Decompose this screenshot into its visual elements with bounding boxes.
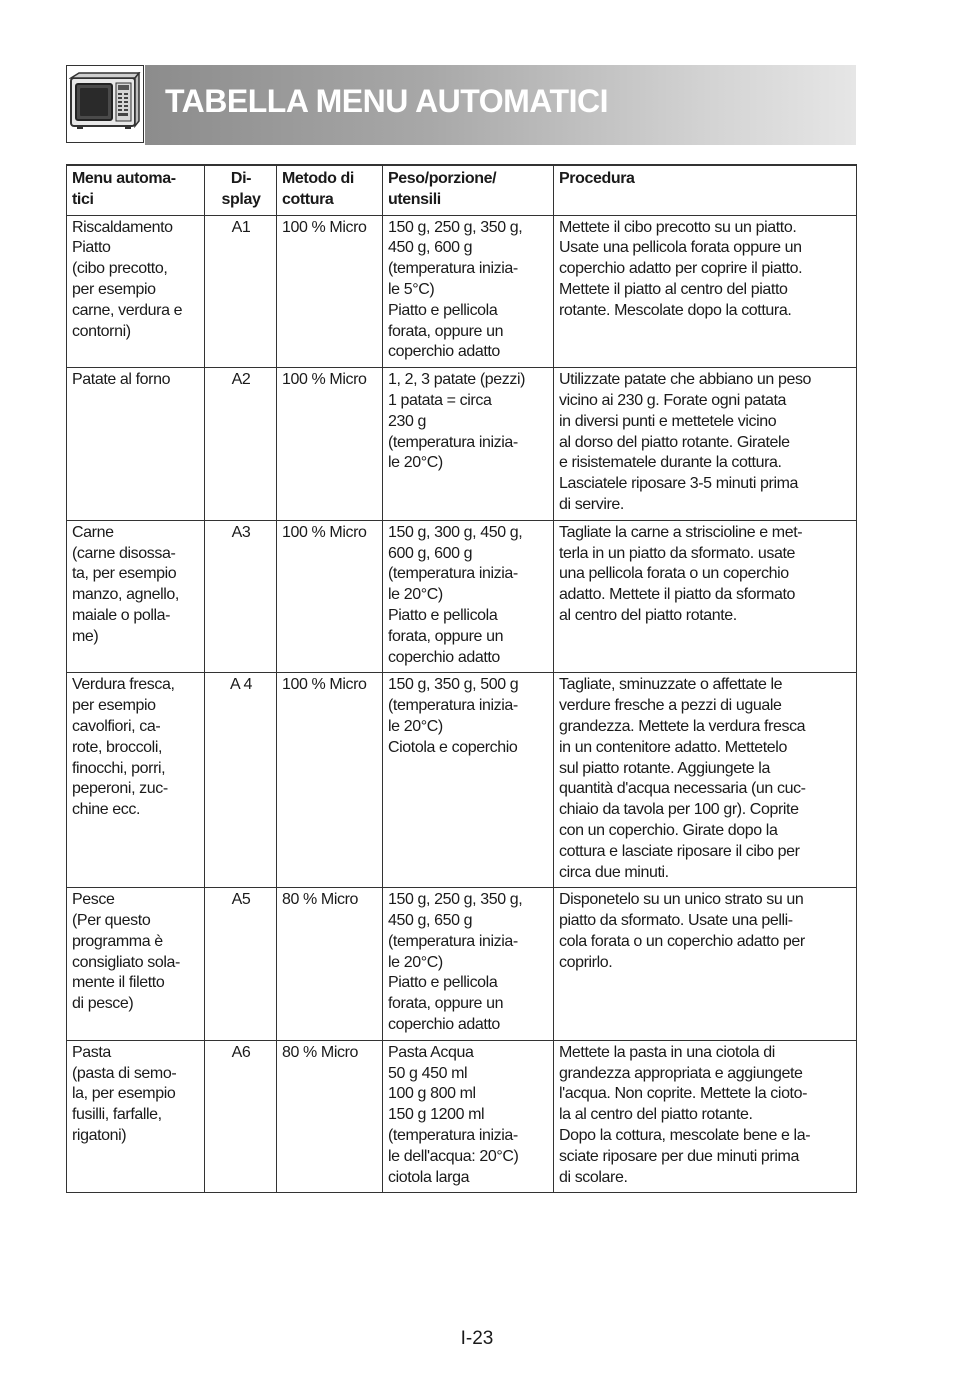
title-banner (145, 65, 856, 145)
cell-display: A3 (205, 520, 277, 673)
automatic-menu-table (66, 164, 857, 1193)
column-header-menu: Menu automa- tici (67, 165, 205, 215)
cell-weight: 150 g, 250 g, 350 g, 450 g, 600 g (temperatura inizia- le 5°C) Piatto e pellicola forata, oppure un coperchio adatto (383, 215, 554, 368)
cell-menu: Carne (carne disossa- ta, per esempio manzo, agnello, maiale o polla- me) (67, 520, 205, 673)
cell-method: 80 % Micro (277, 1040, 383, 1193)
cell-weight: 150 g, 350 g, 500 g (temperatura inizia- le 20°C) Ciotola e coperchio (383, 673, 554, 888)
table-row (67, 520, 857, 673)
cell-display: A2 (205, 368, 277, 521)
cell-menu: Pesce (Per questo programma è consigliato sola- mente il filetto di pesce) (67, 888, 205, 1041)
cell-method: 100 % Micro (277, 368, 383, 521)
cell-procedure: Mettete la pasta in una ciotola di grandezza appropriata e aggiungete l'acqua. Non coprite. Mettete la cioto- la al centro del piatto rotante. Dopo la cottura, mescolate bene e la- sciate riposare per due minuti prima di scolare. (554, 1040, 857, 1193)
cell-procedure: Disponetelo su un unico strato su un piatto da sformato. Usate una pelli- cola forata o un coperchio adatto per coprirlo. (554, 888, 857, 1041)
column-header-method: Metodo di cottura (277, 165, 383, 215)
column-header-weight: Peso/porzione/ utensili (383, 165, 554, 215)
cell-weight: Pasta Acqua 50 g 450 ml 100 g 800 ml 150 g 1200 ml (temperatura inizia- le dell'acqua: 20°C) ciotola larga (383, 1040, 554, 1193)
cell-procedure: Tagliate la carne a striscioline e met- terla in un piatto da sformato. usate una pellicola forata o un coperchio adatto. Mettete il piatto da sformato al centro del piatto rotante. (554, 520, 857, 673)
cell-method: 100 % Micro (277, 673, 383, 888)
page-header (66, 65, 856, 145)
table-row (67, 888, 857, 1041)
cell-display: A5 (205, 888, 277, 1041)
cell-weight: 150 g, 300 g, 450 g, 600 g, 600 g (temperatura inizia- le 20°C) Piatto e pellicola forata, oppure un coperchio adatto (383, 520, 554, 673)
cell-method: 80 % Micro (277, 888, 383, 1041)
cell-display: A1 (205, 215, 277, 368)
cell-display: A 4 (205, 673, 277, 888)
cell-menu: Patate al forno (67, 368, 205, 521)
cell-display: A6 (205, 1040, 277, 1193)
cell-menu: Pasta (pasta di semo- la, per esempio fusilli, farfalle, rigatoni) (67, 1040, 205, 1193)
microwave-icon-box (66, 65, 144, 143)
cell-weight: 150 g, 250 g, 350 g, 450 g, 650 g (temperatura inizia- le 20°C) Piatto e pellicola forata, oppure un coperchio adatto (383, 888, 554, 1041)
table-row (67, 368, 857, 521)
cell-procedure: Tagliate, sminuzzate o affettate le verdure fresche a pezzi di uguale grandezza. Mettete la verdura fresca in un contenitore adatto. Mettetelo sul piatto rotante. Aggiungete la quantità d'acqua necessaria (un cuc- chiaio da tavola per 100 gr). Coprite con un coperchio. Girate dopo la cottura e lasciate riposare il cibo per circa due minuti. (554, 673, 857, 888)
cell-menu: Riscaldamento Piatto (cibo precotto, per esempio carne, verdura e contorni) (67, 215, 205, 368)
table-row (67, 215, 857, 368)
cell-method: 100 % Micro (277, 215, 383, 368)
column-header-display: Di- splay (205, 165, 277, 215)
table-header-row (67, 165, 857, 215)
cell-procedure: Mettete il cibo precotto su un piatto. Usate una pellicola forata oppure un coperchio adatto per coprire il piatto. Mettete il piatto al centro del piatto rotante. Mescolate dopo la cottura. (554, 215, 857, 368)
microwave-icon (69, 72, 141, 136)
column-header-procedure: Procedura (554, 165, 857, 215)
page-title: TABELLA MENU AUTOMATICI (165, 83, 608, 119)
cell-menu: Verdura fresca, per esempio cavolfiori, ca- rote, broccoli, finocchi, porri, peperoni, zuc- chine ecc. (67, 673, 205, 888)
table-row (67, 1040, 857, 1193)
cell-method: 100 % Micro (277, 520, 383, 673)
page-number: I-23 (460, 1328, 494, 1349)
cell-procedure: Utilizzate patate che abbiano un peso vicino ai 230 g. Forate ogni patata in diversi punti e mettetele vicino al dorso del piatto rotante. Giratele e risistematele durante la cottura. Lasciatele riposare 3-5 minuti prima di servire. (554, 368, 857, 521)
table-row (67, 673, 857, 888)
cell-weight: 1, 2, 3 patate (pezzi) 1 patata = circa 230 g (temperatura inizia- le 20°C) (383, 368, 554, 521)
